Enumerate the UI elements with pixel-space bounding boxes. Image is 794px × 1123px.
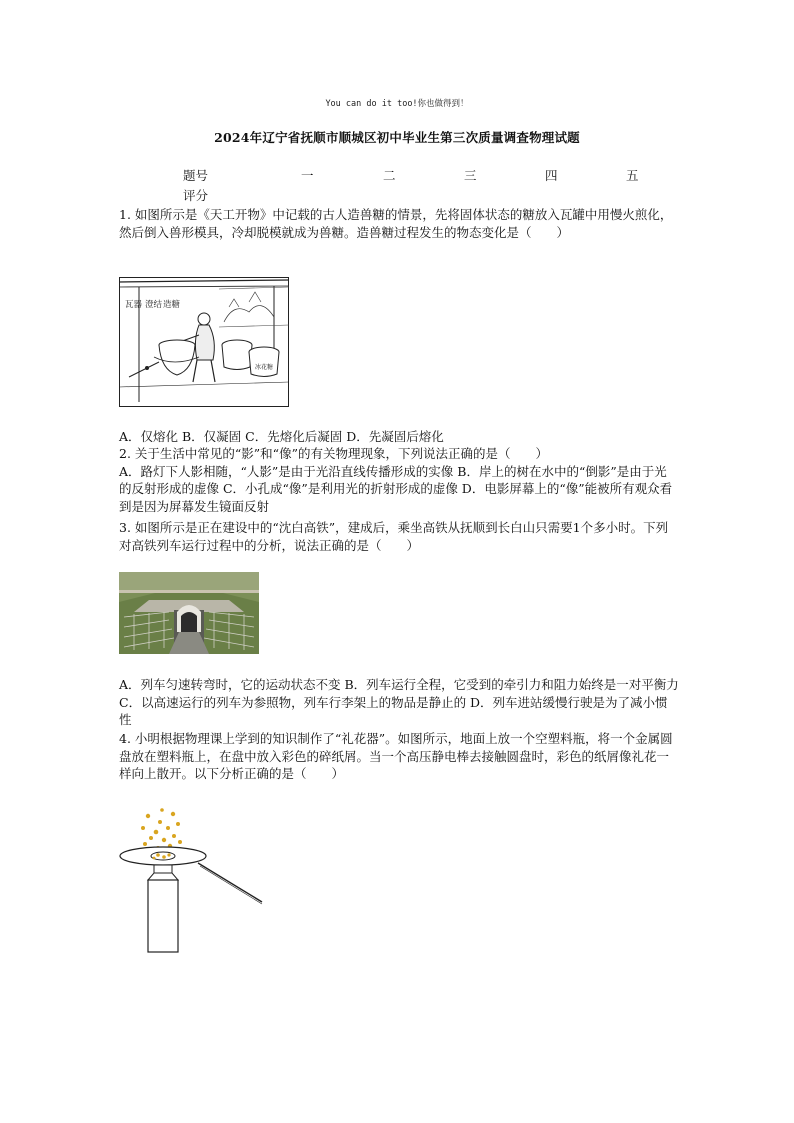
plastic-bottle bbox=[148, 880, 178, 952]
question-2-options: A．路灯下人影相随，“人影”是由于光沿直线传播形成的实像 B．岸上的树在水中的“倒影”是由于光的反射形成的虚像 C．小孔成“像”是利用光的折射形成的虚像 D．电影屏幕上的“像”能被所有观众看到是因为屏幕发生镜面反射 bbox=[119, 463, 673, 514]
score-table-row-header: 题号 bbox=[183, 168, 209, 183]
score-column-5: 五 bbox=[626, 168, 639, 183]
question-1-options-text: A．仅熔化 B．仅凝固 C．先熔化后凝固 D．先凝固后熔化 bbox=[119, 429, 444, 444]
sugar-making-illustration bbox=[119, 277, 289, 407]
question-2-stem: 2. 关于生活中常见的“影”和“像”的有关物理现象，下列说法正确的是（ ） bbox=[119, 446, 548, 461]
electrostatic-rod bbox=[198, 863, 262, 902]
question-3-figure bbox=[119, 572, 259, 654]
railway-tunnel-photo bbox=[119, 572, 259, 654]
header-motto: You can do it too!你也做得到！ bbox=[325, 99, 469, 109]
question-1-options bbox=[119, 428, 679, 446]
score-label: 评分 bbox=[183, 188, 209, 203]
figure-caption-col1: 瓦器 bbox=[125, 300, 143, 310]
figure-jar-label: 冰花糖 bbox=[255, 364, 274, 371]
score-column-3: 三 bbox=[464, 168, 477, 183]
question-1-figure bbox=[119, 277, 289, 407]
question-4-stem: 4. 小明根据物理课上学到的知识制作了“礼花器”。如图所示，地面上放一个空塑料瓶，将一个金属圆盘放在塑料瓶上，在盘中放入彩色的碎纸屑。当一个高压静电棒去接触圆盘时，彩色的纸屑像礼花一样向上散开。以下分析正确的是（ ） bbox=[119, 731, 673, 781]
question-3-stem bbox=[119, 519, 679, 554]
question-2 bbox=[119, 445, 679, 515]
question-1-stem bbox=[119, 206, 679, 241]
score-column-4: 四 bbox=[545, 168, 558, 183]
confetti-device-diagram bbox=[118, 808, 268, 956]
exam-title: 2024年辽宁省抚顺市顺城区初中毕业生第三次质量调查物理试题 bbox=[214, 130, 580, 145]
question-3-options-text: A．列车匀速转弯时，它的运动状态不变 B．列车运行全程，它受到的牵引力和阻力始终是一对平衡力 C．以高速运行的列车为参照物，列车行李架上的物品是静止的 D．列车进站缓慢行驶是为了减小惯性 bbox=[119, 677, 679, 727]
score-column-1: 一 bbox=[301, 168, 314, 183]
figure-caption-col3: 造糖 bbox=[163, 300, 181, 310]
question-3-text: 3. 如图所示是正在建设中的“沈白高铁”，建成后，乘坐高铁从抚顺到长白山只需要1个多小时。下列对高铁列车运行过程中的分析，说法正确的是（ ） bbox=[119, 520, 669, 553]
question-3-options bbox=[119, 676, 679, 729]
figure-caption-col2: 澄结 bbox=[145, 300, 163, 310]
question-4-figure bbox=[118, 808, 268, 956]
question-1-text: 1. 如图所示是《天工开物》中记载的古人造兽糖的情景，先将固体状态的糖放入瓦罐中用慢火煎化，然后倒入兽形模具，冷却脱模就成为兽糖。造兽糖过程发生的物态变化是（ ） bbox=[119, 207, 673, 240]
score-column-2: 二 bbox=[383, 168, 396, 183]
question-4 bbox=[119, 730, 679, 783]
